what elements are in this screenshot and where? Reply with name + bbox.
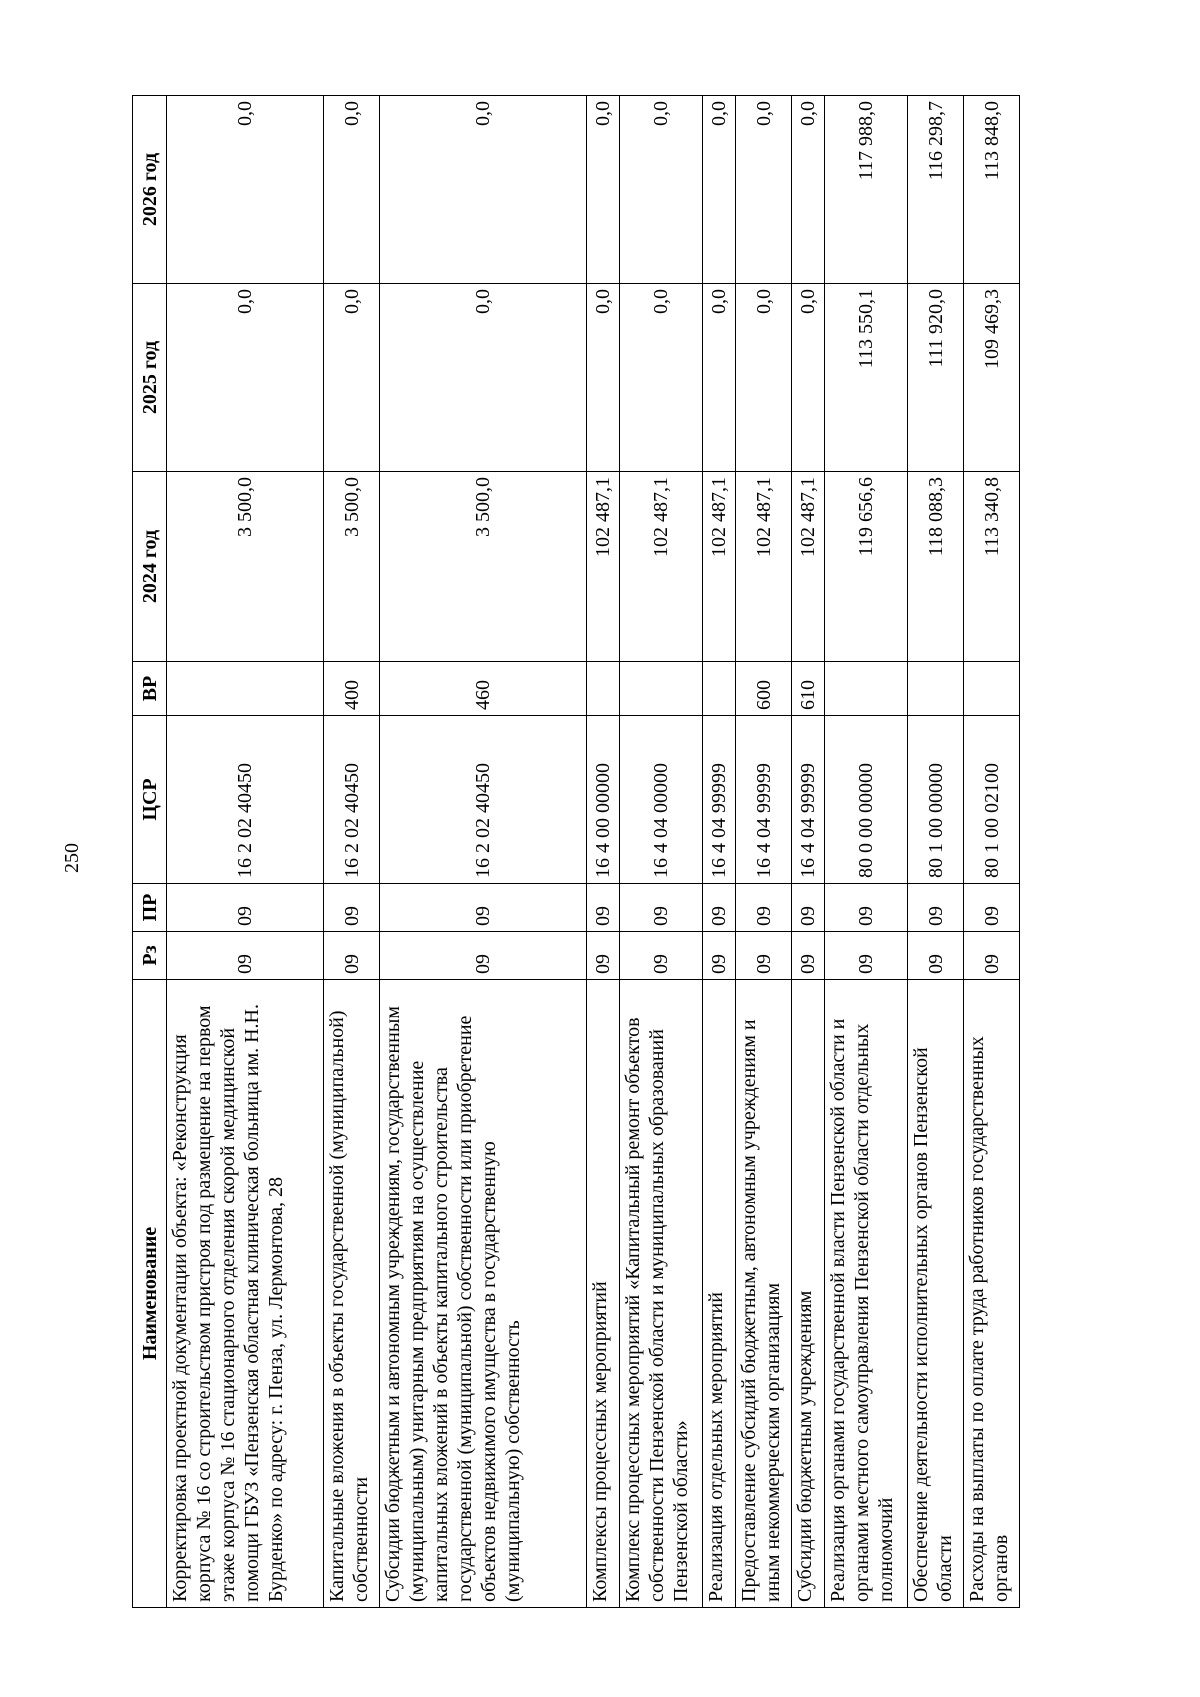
table-row [964, 96, 1020, 1608]
cell-y2025: 0,0 [620, 284, 703, 472]
cell-pr: 09 [324, 884, 380, 932]
cell-pr: 09 [587, 884, 620, 932]
cell-rz: 09 [324, 932, 380, 980]
header-rz: Рз [133, 932, 167, 980]
cell-rz: 09 [825, 932, 908, 980]
cell-y2024: 3 500,0 [167, 472, 324, 662]
cell-y2024: 113 340,8 [964, 472, 1020, 662]
cell-name: Капитальные вложения в объекты государственной (муниципальной) собственности [324, 980, 380, 1608]
cell-y2026: 0,0 [620, 96, 703, 284]
cell-y2025: 0,0 [703, 284, 736, 472]
cell-pr: 09 [736, 884, 792, 932]
cell-y2026: 0,0 [587, 96, 620, 284]
cell-name: Субсидии бюджетным и автономным учреждениям, государственным (муниципальным) унитарным предприятиям на осуществление капитальных вложений в объекты капитального строительства государственной (муниципальной) собственности или приобретение объектов недвижимого имущества в государственную (муниципальную) собственность [380, 980, 587, 1608]
cell-vr [825, 662, 908, 716]
table-row [620, 96, 703, 1608]
cell-rz: 09 [587, 932, 620, 980]
cell-name: Обеспечение деятельности исполнительных органов Пензенской области [908, 980, 964, 1608]
cell-y2025: 0,0 [380, 284, 587, 472]
cell-y2024: 3 500,0 [380, 472, 587, 662]
cell-y2025: 113 550,1 [825, 284, 908, 472]
table-row [908, 96, 964, 1608]
cell-csr: 16 4 04 99999 [736, 716, 792, 884]
header-vr: ВР [133, 662, 167, 716]
cell-csr: 80 1 00 00000 [908, 716, 964, 884]
cell-vr [964, 662, 1020, 716]
cell-name: Комплекс процессных мероприятий «Капитальный ремонт объектов собственности Пензенской области и муниципальных образований Пензенской области» [620, 980, 703, 1608]
cell-csr: 16 4 00 00000 [587, 716, 620, 884]
cell-vr [587, 662, 620, 716]
cell-csr: 80 0 00 00000 [825, 716, 908, 884]
cell-y2026: 0,0 [792, 96, 825, 284]
cell-y2024: 102 487,1 [703, 472, 736, 662]
cell-name: Предоставление субсидий бюджетным, автономным учреждениям и иным некоммерческим организациям [736, 980, 792, 1608]
header-2025: 2025 год [133, 284, 167, 472]
header-pr: ПР [133, 884, 167, 932]
cell-vr: 460 [380, 662, 587, 716]
cell-csr: 16 2 02 40450 [167, 716, 324, 884]
rotated-page-content [132, 96, 1020, 1608]
header-2026: 2026 год [133, 96, 167, 284]
cell-vr [620, 662, 703, 716]
cell-y2025: 0,0 [736, 284, 792, 472]
cell-rz: 09 [908, 932, 964, 980]
table-row [324, 96, 380, 1608]
cell-pr: 09 [964, 884, 1020, 932]
cell-vr: 400 [324, 662, 380, 716]
cell-y2024: 102 487,1 [792, 472, 825, 662]
cell-name: Комплексы процессных мероприятий [587, 980, 620, 1608]
header-2024: 2024 год [133, 472, 167, 662]
cell-rz: 09 [703, 932, 736, 980]
table-row [703, 96, 736, 1608]
cell-vr [703, 662, 736, 716]
cell-y2026: 0,0 [167, 96, 324, 284]
cell-csr: 16 4 04 99999 [792, 716, 825, 884]
cell-rz: 09 [620, 932, 703, 980]
cell-vr [908, 662, 964, 716]
cell-pr: 09 [792, 884, 825, 932]
cell-pr: 09 [167, 884, 324, 932]
table-row [167, 96, 324, 1608]
cell-pr: 09 [825, 884, 908, 932]
cell-y2024: 102 487,1 [736, 472, 792, 662]
cell-name: Субсидии бюджетным учреждениям [792, 980, 825, 1608]
page-number: 250 [61, 843, 83, 873]
cell-rz: 09 [380, 932, 587, 980]
cell-y2026: 0,0 [703, 96, 736, 284]
cell-vr: 610 [792, 662, 825, 716]
cell-y2024: 118 088,3 [908, 472, 964, 662]
cell-y2024: 3 500,0 [324, 472, 380, 662]
cell-name: Реализация отдельных мероприятий [703, 980, 736, 1608]
cell-y2026: 0,0 [324, 96, 380, 284]
cell-y2024: 119 656,6 [825, 472, 908, 662]
cell-csr: 16 4 04 99999 [703, 716, 736, 884]
table-row [736, 96, 792, 1608]
budget-table [132, 95, 1020, 1608]
cell-y2025: 109 469,3 [964, 284, 1020, 472]
table-row [825, 96, 908, 1608]
cell-name: Реализация органами государственной власти Пензенской области и органами местного самоуправления Пензенской области отдельных полномочий [825, 980, 908, 1608]
cell-y2026: 117 988,0 [825, 96, 908, 284]
cell-csr: 16 4 04 00000 [620, 716, 703, 884]
cell-y2025: 0,0 [792, 284, 825, 472]
header-csr: ЦСР [133, 716, 167, 884]
cell-pr: 09 [380, 884, 587, 932]
cell-y2024: 102 487,1 [587, 472, 620, 662]
cell-pr: 09 [620, 884, 703, 932]
cell-y2025: 0,0 [587, 284, 620, 472]
cell-rz: 09 [792, 932, 825, 980]
cell-vr: 600 [736, 662, 792, 716]
cell-y2025: 0,0 [167, 284, 324, 472]
cell-rz: 09 [964, 932, 1020, 980]
cell-y2026: 0,0 [736, 96, 792, 284]
cell-y2026: 0,0 [380, 96, 587, 284]
cell-y2025: 0,0 [324, 284, 380, 472]
cell-csr: 16 2 02 40450 [324, 716, 380, 884]
cell-y2026: 116 298,7 [908, 96, 964, 284]
table-header-row [133, 96, 167, 1608]
table-row [380, 96, 587, 1608]
cell-name: Корректировка проектной документации объекта: «Реконструкция корпуса № 16 со строительством пристроя под размещение на первом этаже корпуса № 16 стационарного отделения скорой медицинской помощи ГБУЗ «Пензенская областная клиническая больница им. Н.Н. Бурденко» по адресу: г. Пенза, ул. Лермонтова, 28 [167, 980, 324, 1608]
cell-pr: 09 [908, 884, 964, 932]
cell-pr: 09 [703, 884, 736, 932]
table-row [587, 96, 620, 1608]
cell-csr: 80 1 00 02100 [964, 716, 1020, 884]
cell-vr [167, 662, 324, 716]
cell-y2024: 102 487,1 [620, 472, 703, 662]
header-name: Наименование [133, 980, 167, 1608]
cell-rz: 09 [167, 932, 324, 980]
table-row [792, 96, 825, 1608]
cell-y2025: 111 920,0 [908, 284, 964, 472]
cell-y2026: 113 848,0 [964, 96, 1020, 284]
cell-name: Расходы на выплаты по оплате труда работников государственных органов [964, 980, 1020, 1608]
cell-rz: 09 [736, 932, 792, 980]
cell-csr: 16 2 02 40450 [380, 716, 587, 884]
